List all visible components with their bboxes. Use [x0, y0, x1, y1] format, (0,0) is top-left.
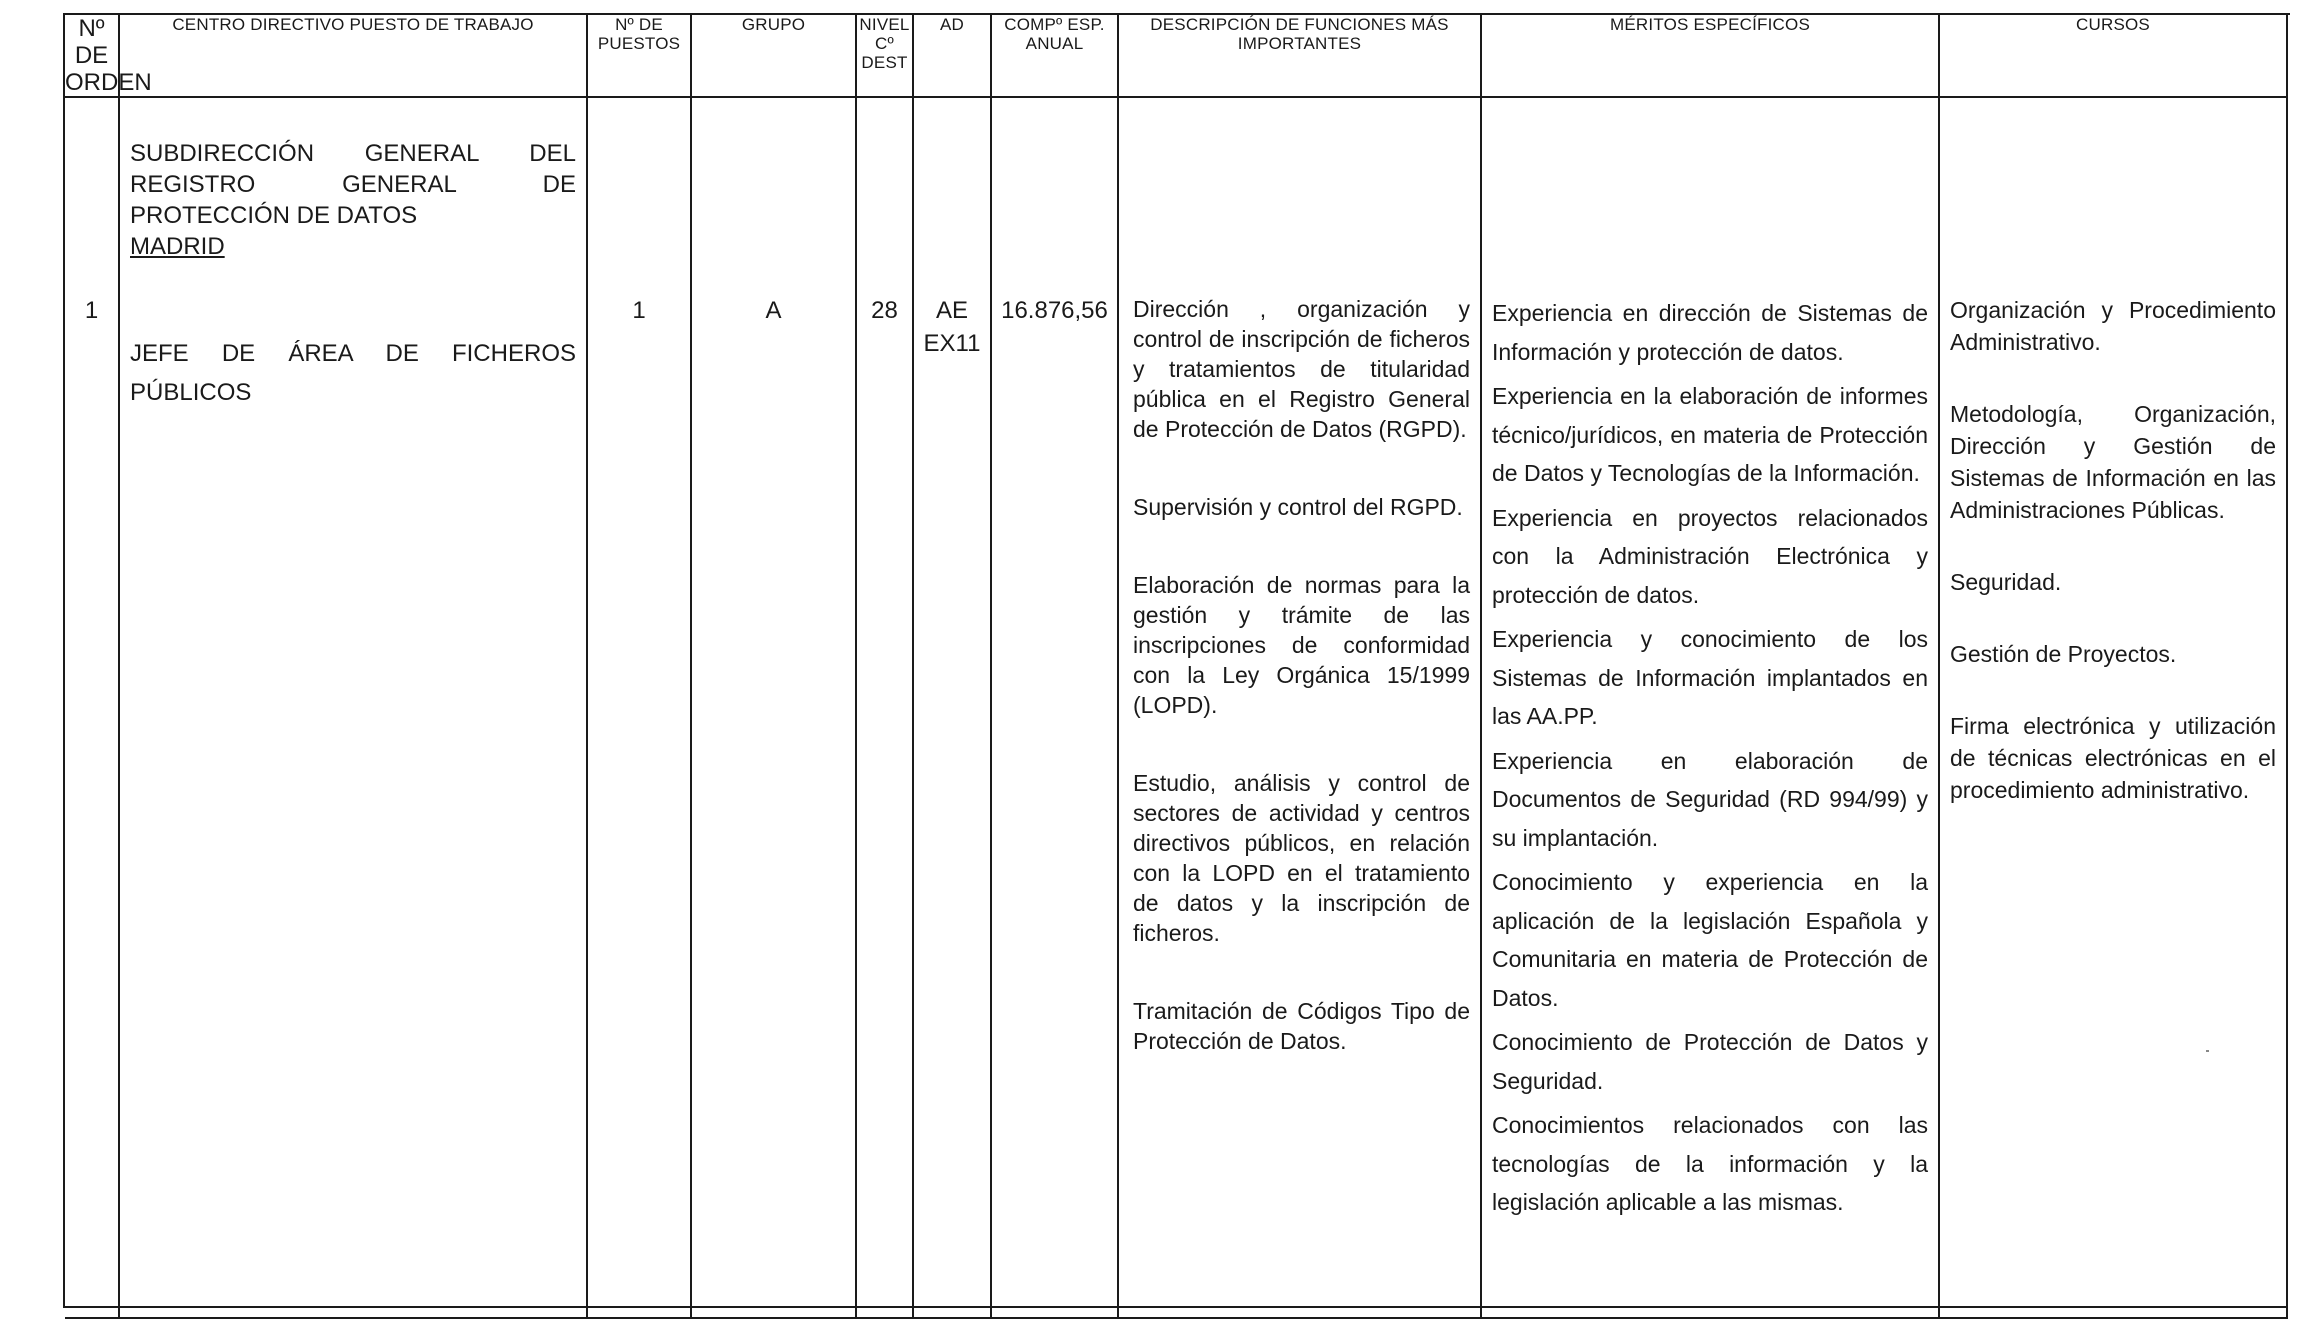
cell-complemento [991, 97, 1118, 1318]
header-complemento: COMPº ESP. ANUAL [991, 15, 1118, 97]
ad-line-1: AE [935, 297, 968, 324]
header-cursos: CURSOS [1939, 15, 2287, 97]
complemento-value: 16.876,56 [1001, 297, 1108, 324]
curso-item: Organización y Procedimiento Administrativo. [1950, 297, 2276, 355]
funcion-item: Supervisión y control del RGPD. [1133, 494, 1463, 520]
merito-item: Conocimiento y experiencia en la aplicación de la legislación Española y Comunitaria en materia de Protección de Datos. [1492, 869, 1928, 1011]
nivel-value: 28 [871, 297, 898, 324]
table-row [65, 97, 2287, 1318]
header-funciones: DESCRIPCIÓN DE FUNCIONES MÁS IMPORTANTES [1118, 15, 1481, 97]
curso-item: Gestión de Proyectos. [1950, 641, 2177, 667]
orden-value: 1 [84, 297, 99, 324]
header-row [65, 15, 2287, 97]
merito-item: Experiencia en elaboración de Documentos de Seguridad (RD 994/99) y su implantación. [1492, 747, 1928, 851]
grupo-value: A [765, 297, 782, 324]
cell-funciones [1118, 97, 1481, 1318]
merito-item: Conocimiento de Protección de Datos y Seguridad. [1492, 1029, 1928, 1094]
cell-grupo [691, 97, 856, 1318]
scan-speck [2206, 1050, 2209, 1052]
curso-item: Seguridad. [1950, 569, 2062, 595]
header-grupo: GRUPO [691, 15, 856, 97]
header-meritos: MÉRITOS ESPECÍFICOS [1481, 15, 1939, 97]
merito-item: Experiencia en la elaboración de informes técnico/jurídicos, en materia de Protección de Datos y Tecnologías de la Información. [1492, 383, 1928, 486]
unit-title: SUBDIRECCIÓN GENERAL DEL REGISTRO GENERAL DE PROTECCIÓN DE DATOS [130, 140, 576, 229]
ad-line-2: EX11 [923, 330, 981, 357]
header-orden: Nº DE ORDEN [65, 15, 152, 96]
ad-value [914, 98, 990, 360]
header-puestos: Nº DE PUESTOS [587, 15, 691, 97]
merito-item: Experiencia y conocimiento de los Sistemas de Información implantados en las AA.PP. [1492, 626, 1928, 729]
job-table [65, 15, 2288, 1319]
header-nivel: NIVEL Cº DEST [856, 15, 913, 97]
header-ad: AD [913, 15, 991, 97]
unit-location: MADRID [130, 233, 225, 260]
funcion-item: Elaboración de normas para la gestión y trámite de las inscripciones de conformidad con la Ley Orgánica 15/1999 (LOPD). [1133, 572, 1470, 718]
funcion-item: Estudio, análisis y control de sectores de actividad y centros directivos públicos, en relación con la LOPD en el tratamiento de datos y la inscripción de ficheros. [1133, 770, 1470, 946]
curso-item: Firma electrónica y utilización de técnicas electrónicas en el procedimiento administrativo. [1950, 713, 2276, 803]
curso-item: Metodología, Organización, Dirección y Gestión de Sistemas de Información en las Administraciones Públicas. [1950, 401, 2276, 523]
merito-item: Experiencia en proyectos relacionados con la Administración Electrónica y protección de datos. [1492, 504, 1928, 608]
puestos-value: 1 [632, 297, 646, 324]
funcion-item: Dirección , organización y control de inscripción de ficheros y tratamientos de titularidad pública en el Registro General de Protección de Datos (RGPD). [1133, 296, 1470, 442]
cell-nivel [856, 97, 913, 1318]
header-centro: CENTRO DIRECTIVO PUESTO DE TRABAJO [119, 15, 587, 97]
cell-centro [119, 97, 587, 1318]
table-bottom-rule [63, 1306, 2287, 1308]
merito-item: Conocimientos relacionados con las tecnologías de la información y la legislación aplicable a las mismas. [1492, 1112, 1928, 1215]
cell-puestos [587, 97, 691, 1318]
cell-orden [65, 97, 119, 1318]
merito-item: Experiencia en dirección de Sistemas de Información y protección de datos. [1492, 300, 1928, 365]
cell-cursos [1939, 97, 2287, 1318]
job-table-frame [63, 13, 2290, 1308]
cell-ad [913, 97, 991, 1318]
cell-meritos [1481, 97, 1939, 1318]
job-title: JEFE DE ÁREA DE FICHEROS PÚBLICOS [130, 340, 576, 406]
funcion-item: Tramitación de Códigos Tipo de Protección de Datos. [1133, 998, 1470, 1054]
